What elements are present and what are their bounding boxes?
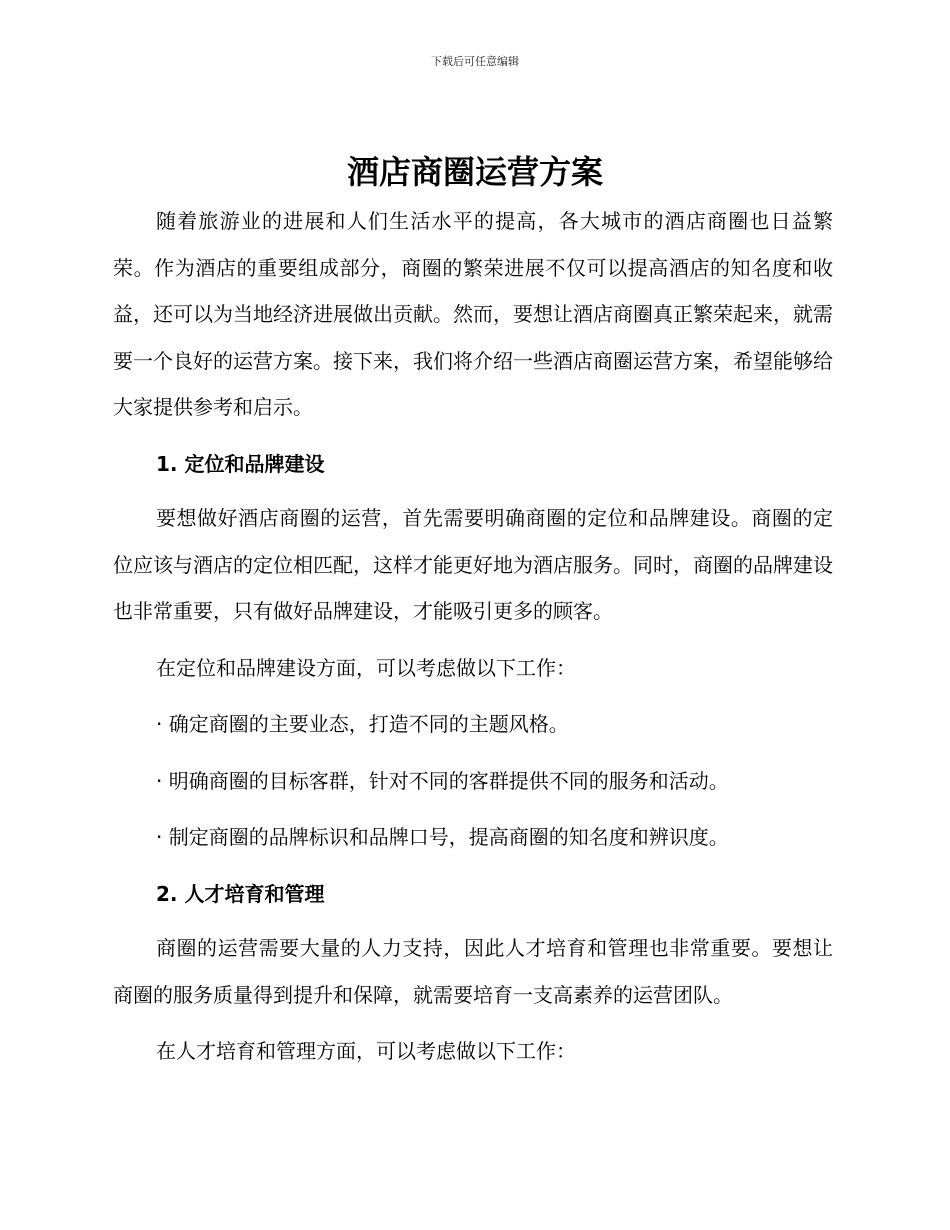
section-1-bullet-2: · 明确商圈的目标客群，针对不同的客群提供不同的服务和活动。	[156, 768, 729, 793]
section-1-lead: 在定位和品牌建设方面，可以考虑做以下工作：	[156, 655, 576, 680]
section-2-lead: 在人才培育和管理方面，可以考虑做以下工作：	[156, 1039, 576, 1063]
page-header-note: 下载后可任意编辑	[431, 55, 519, 68]
section-1-bullet-3: · 制定商圈的品牌标识和品牌口号，提高商圈的知名度和辨识度。	[156, 825, 729, 849]
section-2-paragraph: 商圈的运营需要大量的人力支持，因此人才培育和管理也非常重要。要想让商圈的服务质量得到提升和保障，就需要培育一支高素养的运营团队。	[113, 936, 833, 1007]
document-body	[113, 198, 833, 1085]
document-title: 酒店商圈运营方案	[346, 153, 603, 191]
intro-paragraph: 随着旅游业的进展和人们生活水平的提高，各大城市的酒店商圈也日益繁荣。作为酒店的重要组成部分，商圈的繁荣进展不仅可以提高酒店的知名度和收益，还可以为当地经济进展做出贡献。然而，要想让酒店商圈真正繁荣起来，就需要一个良好的运营方案。接下来，我们将介绍一些酒店商圈运营方案，希望能够给大家提供参考和启示。	[113, 209, 833, 419]
section-2-heading: 2. 人才培育和管理	[156, 881, 325, 906]
section-1-bullet-1: · 确定商圈的主要业态，打造不同的主题风格。	[156, 712, 569, 736]
section-1-heading: 1. 定位和品牌建设	[156, 451, 325, 476]
section-1-paragraph: 要想做好酒店商圈的运营，首先需要明确商圈的定位和品牌建设。商圈的定位应该与酒店的定位相匹配，这样才能更好地为酒店服务。同时，商圈的品牌建设也非常重要，只有做好品牌建设，才能吸引更多的顾客。	[113, 506, 833, 623]
